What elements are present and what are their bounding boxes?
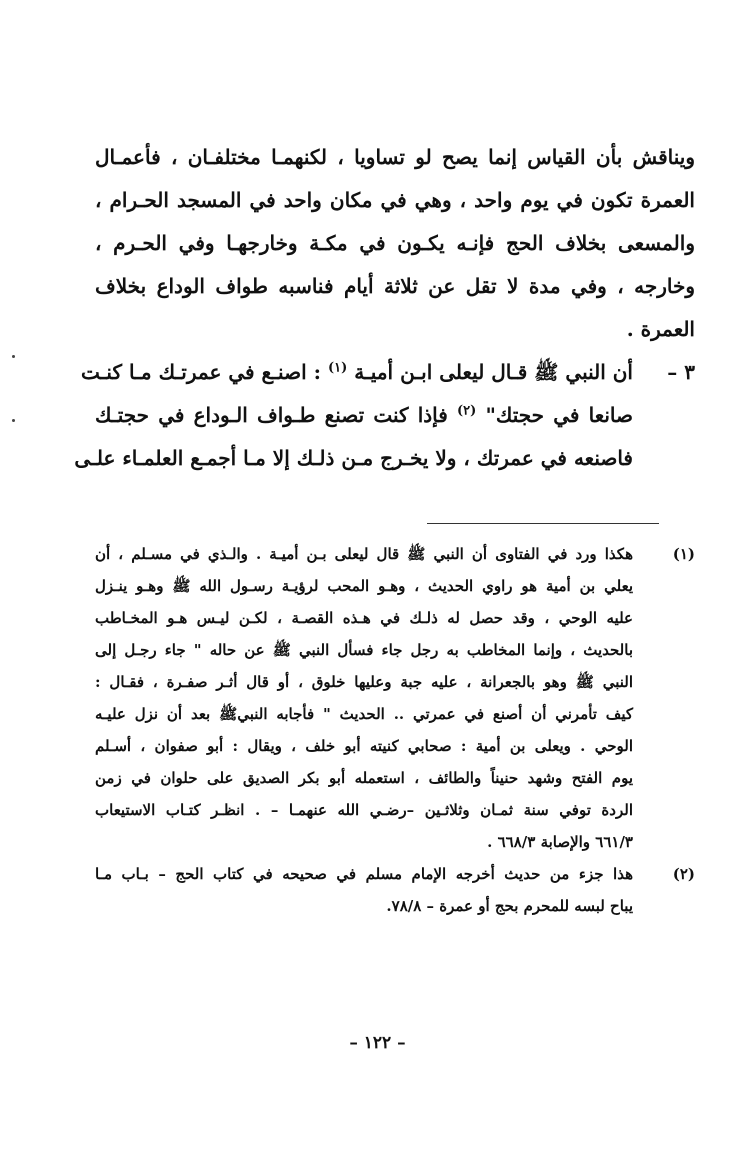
main-line: العمرة .: [626, 317, 695, 341]
footnote-line: ٦٦١/٣ والإصابة ٦٦٨/٣ .: [487, 833, 633, 851]
main-line: والمسعى بخلاف الحج فإنـه يكـون في مكـة وخارجهـا وفي الحـرم ،: [95, 231, 695, 255]
footnote-body: [95, 858, 633, 922]
item-body: [74, 351, 633, 480]
item-line-text: : اصنـع في عمرتـك مـا كنـت: [80, 360, 328, 384]
footnote-line: هذا جزء من حديث أخرجه الإمام مسلم في صحيحه في كتاب الحج – بـاب مـا: [95, 865, 633, 883]
item-line: [74, 437, 633, 480]
scan-mark: [12, 355, 15, 358]
item-line-text: صانعا في حجتك": [476, 403, 633, 427]
footnote-ref: (٢): [456, 403, 477, 419]
footnote-line: الوحي . ويعلى بن أمية : صحابي كنيته أبو خلف ، ويقال : أبو صفوان ، أسـلم: [95, 737, 633, 755]
main-line: وخارجه ، وفي مدة لا تقل عن ثلاثة أيام فناسبه طواف الوداع بخلاف: [95, 274, 695, 298]
footnote-line: هكذا ورد في الفتاوى أن النبي ﷺ قال ليعلى بـن أميـة . والـذي في مسـلم ، أن: [95, 545, 633, 563]
footnote-line: بالحديث ، وإنما المخاطب به رجل جاء فسأل النبي ﷺ عن حاله " جاء رجـل إلى: [95, 641, 633, 659]
footnotes: [95, 538, 695, 922]
footnote-line: يعلي بن أمية هو راوي الحديث ، وهـو المحب لرؤيـة رسـول الله ﷺ وهـو ينـزل: [95, 577, 633, 595]
footnote-1: [95, 538, 695, 858]
item-line: [80, 351, 633, 394]
footnote-line: النبي ﷺ وهو بالجعرانة ، عليه جبة وعليها خلوق ، أو قال أثـر صفـرة ، فقـال :: [95, 673, 633, 691]
numbered-item-3: [74, 351, 695, 480]
item-line-text: فإذا كنت تصنع طـواف الـوداع في حجتـك: [95, 403, 457, 427]
main-line: ويناقش بأن القياس إنما يصح لو تساويا ، لكنهمـا مختلفـان ، فأعمـال: [95, 145, 695, 169]
footnote-line: يباح لبسه للمحرم بحج أو عمرة – ٧٨/٨.: [386, 897, 633, 915]
footnote-divider: [427, 523, 659, 524]
item-line-text: فاصنعه في عمرتك ، ولا يخـرج مـن ذلـك إلا مـا أجمـع العلمـاء علـى: [74, 446, 633, 470]
item-number: ٣ –: [667, 360, 695, 384]
footnote-ref: (١): [327, 360, 348, 376]
footnote-number: (٢): [672, 865, 695, 883]
footnote-line: عليه الوحي ، وقد حصل له ذلـك في هـذه القصـة ، لكـن ليـس هـو المخـاطب: [95, 609, 633, 627]
footnote-number: (١): [672, 545, 695, 563]
page-number: – ١٢٢ –: [349, 1033, 406, 1053]
footnote-line: كيف تأمرني أن أصنع في عمرتي .. الحديث " فأجابه النبيﷺ بعد أن نزل عليـه: [95, 705, 633, 723]
item-line-text: أن النبي ﷺ قـال ليعلى ابـن أميـة: [347, 360, 633, 384]
main-paragraph: [95, 136, 695, 351]
footnote-2: [95, 858, 695, 922]
item-line: [95, 394, 633, 437]
scan-mark: [12, 419, 15, 422]
footnote-line: الردة توفي سنة ثمـان وثلاثـين –رضـي الله عنهمـا – . انظـر كتـاب الاستيعاب: [95, 801, 633, 819]
footnote-line: يوم الفتح وشهد حنيناً والطائف ، استعمله أبو بكر الصديق على حلوان في زمن: [95, 769, 633, 787]
footnote-body: [95, 538, 633, 858]
main-line: العمرة تكون في يوم واحد ، وهي في مكان واحد في المسجد الحـرام ،: [95, 188, 695, 212]
